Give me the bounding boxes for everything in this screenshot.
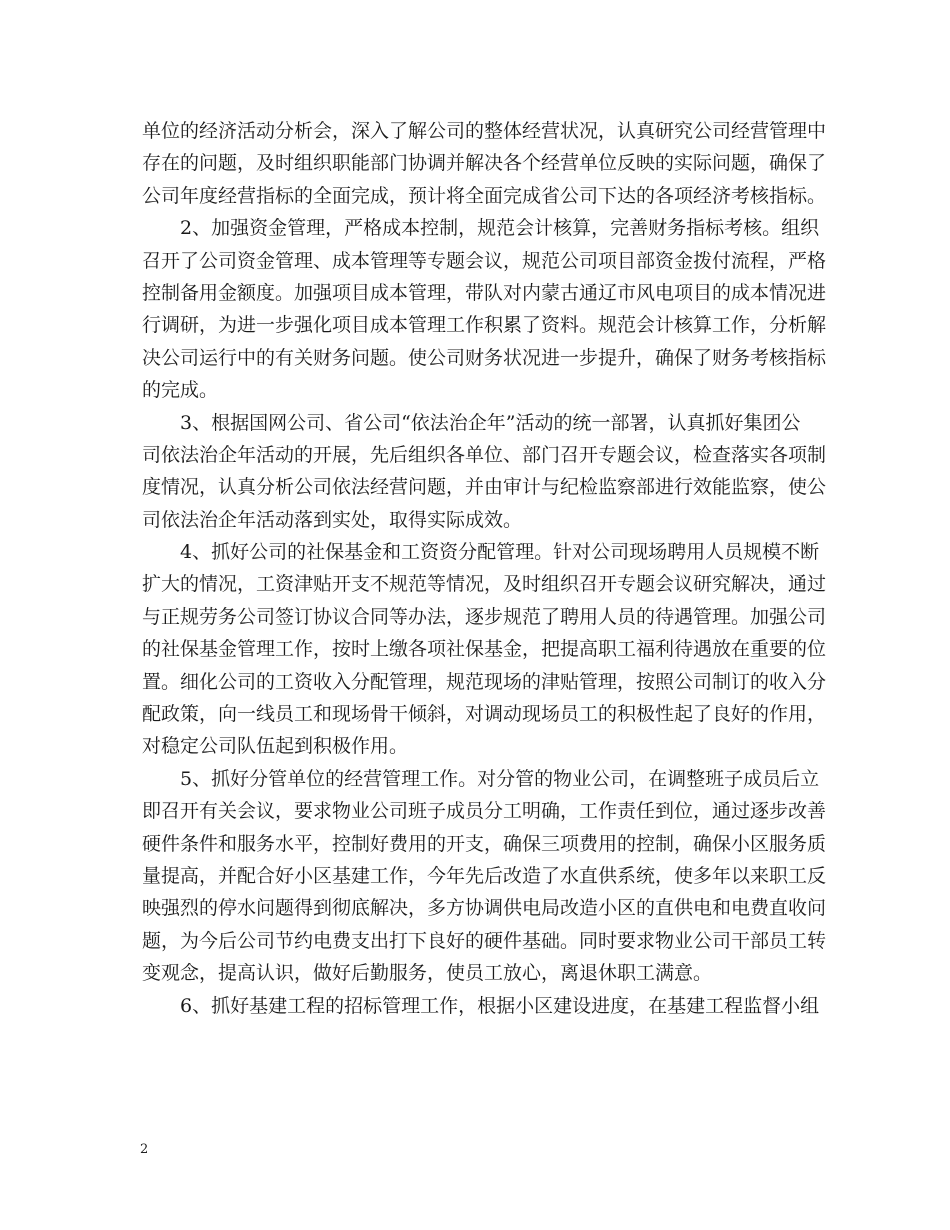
text-line: 映强烈的停水问题得到彻底解决，多方协调供电局改造小区的直供电和电费直收问	[142, 897, 827, 920]
text-line: 度情况，认真分析公司依法经营问题，并由审计与纪检监察部进行效能监察，使公	[142, 476, 827, 499]
paragraph-6-start: 6、抓好基建工程的招标管理工作，根据小区建设进度，在基建工程监督小组	[180, 994, 820, 1017]
paragraph-2-start: 2、加强资金管理，严格成本控制，规范会计核算，完善财务指标考核。组织	[180, 217, 820, 240]
text-line: 司依法治企年活动落到实处，取得实际成效。	[142, 508, 523, 531]
text-line: 与正规劳务公司签订协议合同等办法，逐步规范了聘用人员的待遇管理。加强公司	[142, 605, 827, 628]
text-line: 召开了公司资金管理、成本管理等专题会议，规范公司项目部资金拨付流程，严格	[142, 249, 827, 272]
paragraph-3-start: 3、根据国网公司、省公司“依法治企年”活动的统一部署，认真抓好集团公	[180, 411, 801, 434]
page-number: 2	[140, 1142, 149, 1157]
text-line: 即召开有关会议，要求物业公司班子成员分工明确，工作责任到位，通过逐步改善	[142, 800, 827, 823]
text-line: 配政策，向一线员工和现场骨干倾斜，对调动现场员工的积极性起了良好的作用，	[142, 703, 827, 726]
text-line: 对稳定公司队伍起到积极作用。	[142, 735, 409, 758]
text-line: 量提高，并配合好小区基建工作，今年先后改造了水直供系统，使多年以来职工反	[142, 864, 827, 887]
text-line: 公司年度经营指标的全面完成，预计将全面完成省公司下达的各项经济考核指标。	[142, 184, 827, 207]
text-line: 扩大的情况，工资津贴开支不规范等情况，及时组织召开专题会议研究解决，通过	[142, 573, 827, 596]
text-line: 置。细化公司的工资收入分配管理，规范现场的津贴管理，按照公司制订的收入分	[142, 670, 827, 693]
body-text	[142, 115, 827, 1022]
text-line: 题，为今后公司节约电费支出打下良好的硬件基础。同时要求物业公司干部员工转	[142, 929, 827, 952]
paragraph-5-start: 5、抓好分管单位的经营管理工作。对分管的物业公司，在调整班子成员后立	[180, 767, 820, 790]
text-line: 决公司运行中的有关财务问题。使公司财务状况进一步提升，确保了财务考核指标	[142, 346, 827, 369]
text-line: 行调研，为进一步强化项目成本管理工作积累了资料。规范会计核算工作，分析解	[142, 314, 827, 337]
text-line: 控制备用金额度。加强项目成本管理，带队对内蒙古通辽市风电项目的成本情况进	[142, 281, 827, 304]
paragraph-4-start: 4、抓好公司的社保基金和工资资分配管理。针对公司现场聘用人员规模不断	[180, 541, 820, 564]
text-line: 硬件条件和服务水平，控制好费用的开支，确保三项费用的控制，确保小区服务质	[142, 832, 827, 855]
text-line: 司依法治企年活动的开展，先后组织各单位、部门召开专题会议，检查落实各项制	[142, 443, 827, 466]
text-line: 的社保基金管理工作，按时上缴各项社保基金，把提高职工福利待遇放在重要的位	[142, 638, 827, 661]
text-line: 变观念，提高认识，做好后勤服务，使员工放心，离退休职工满意。	[142, 962, 713, 985]
text-line: 单位的经济活动分析会，深入了解公司的整体经营状况，认真研究公司经营管理中	[142, 120, 827, 142]
text-line: 存在的问题，及时组织职能部门协调并解决各个经营单位反映的实际问题，确保了	[142, 152, 827, 175]
text-line: 的完成。	[142, 379, 219, 402]
